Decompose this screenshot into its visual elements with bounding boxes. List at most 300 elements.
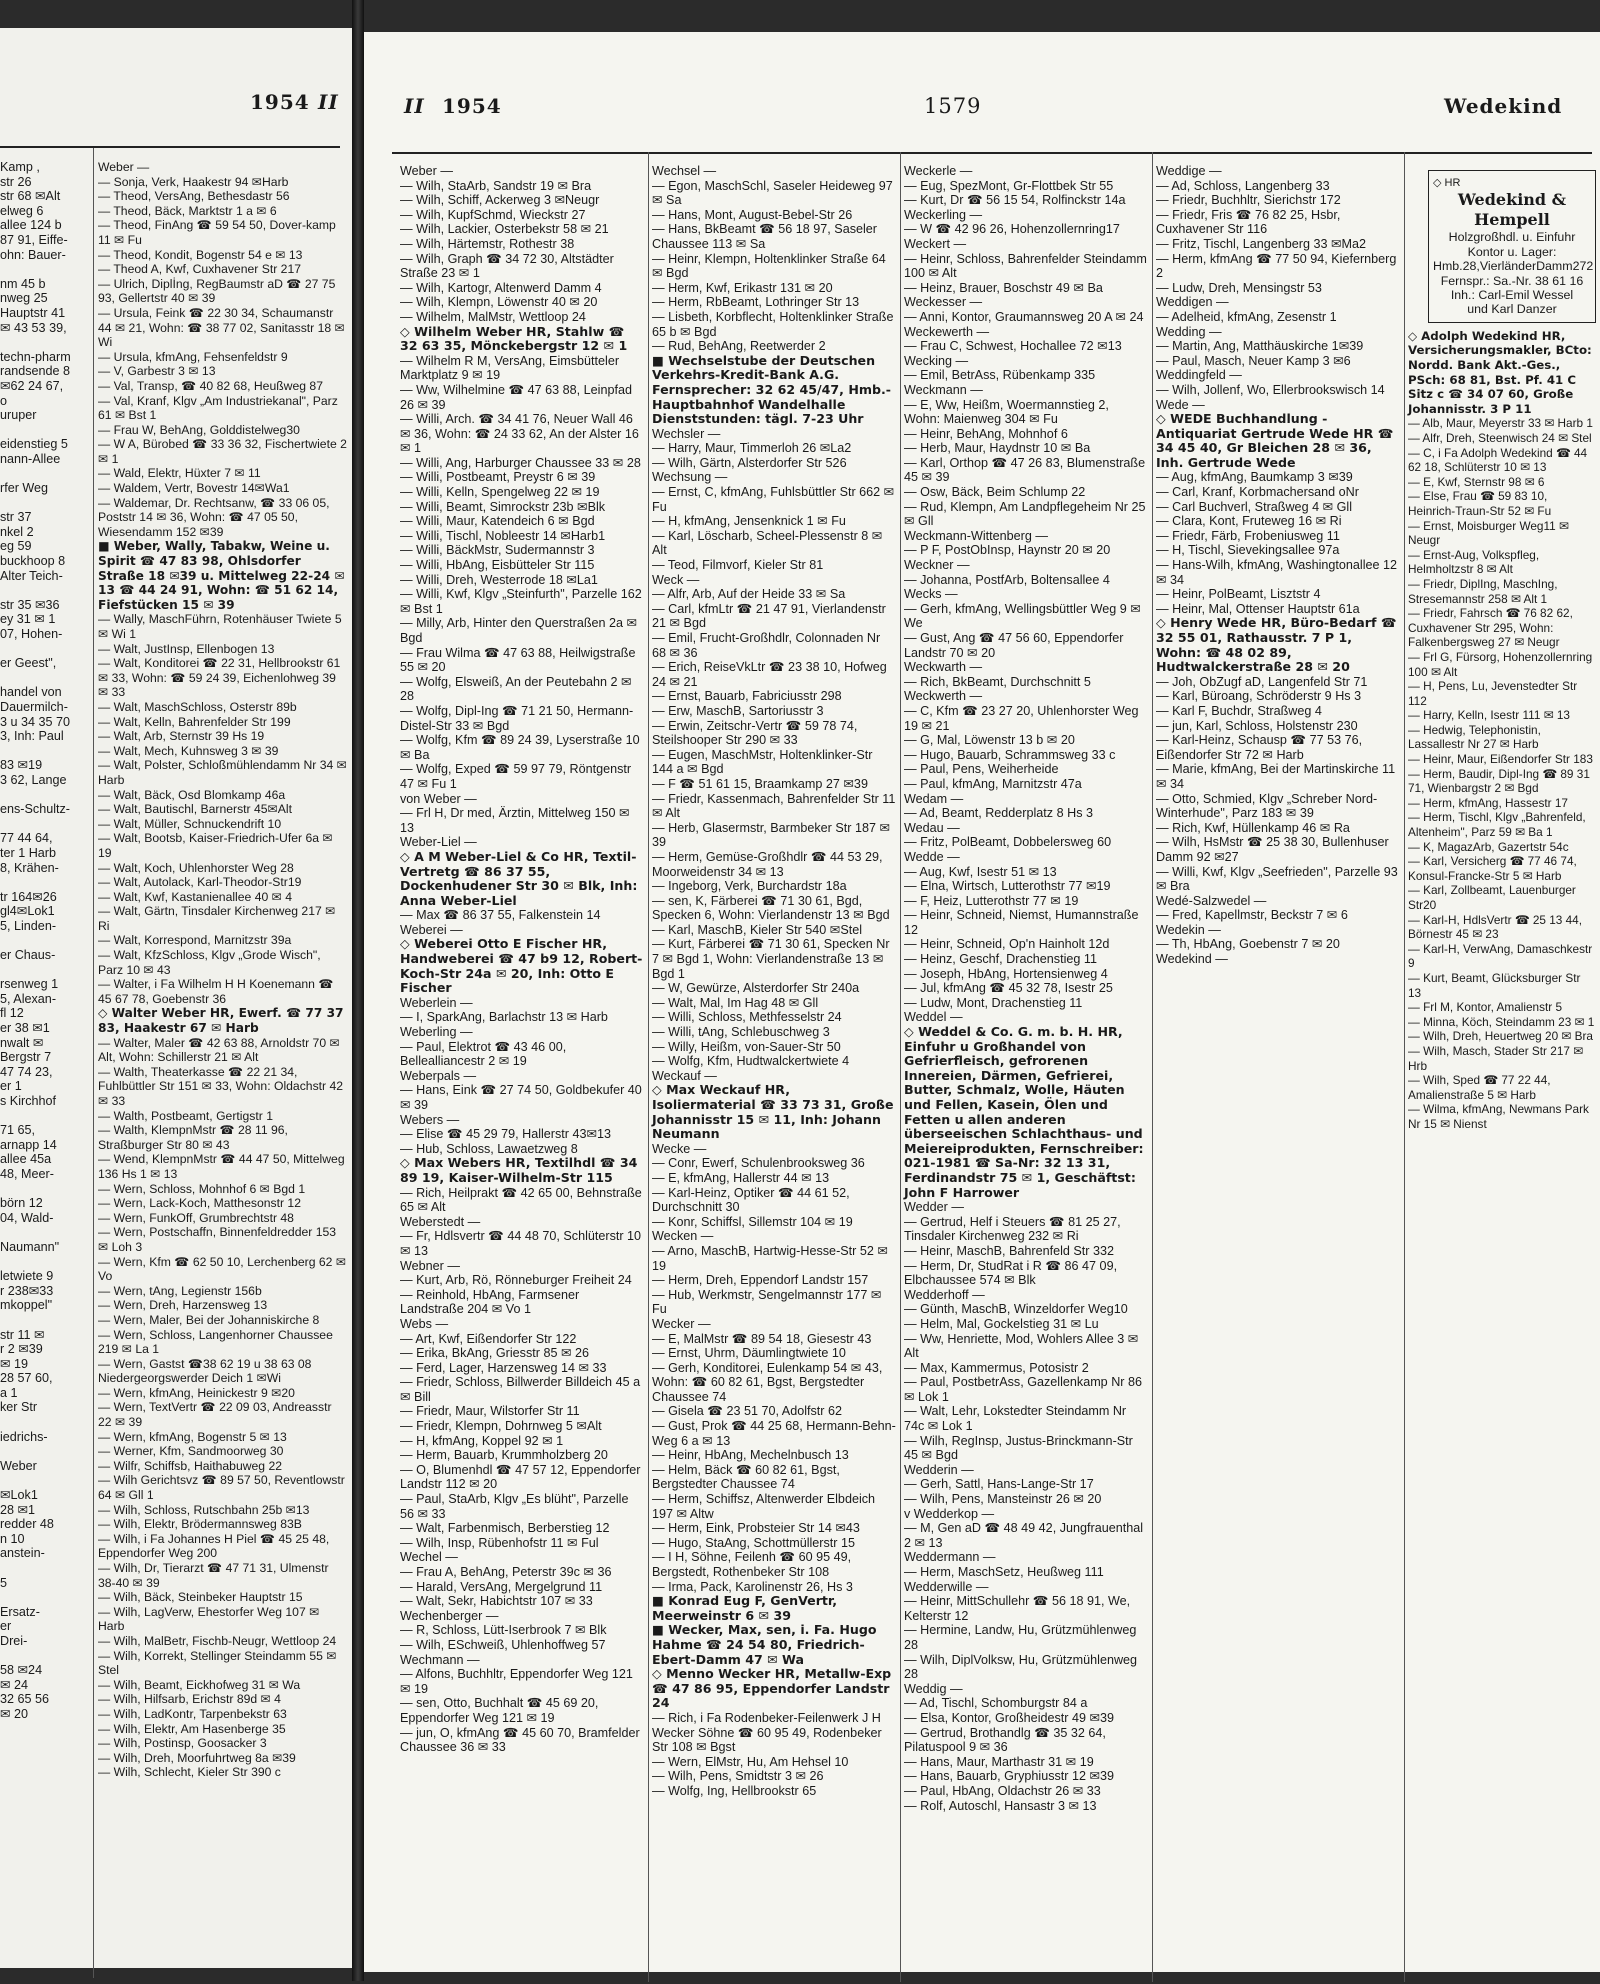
directory-entry: — K, MagazArb, Gazertstr 54c — [1408, 839, 1569, 854]
directory-entry: — Hub, Werkmstr, Sengelmannstr 177 ✉ Fu — [652, 1287, 885, 1317]
directory-entry: — Martin, Ang, Matthäuskirche 1✉39 — [1156, 339, 1364, 354]
directory-entry: — Frl G, Fürsorg, Hohenzollernring 100 ✉ Alt — [1408, 649, 1596, 679]
directory-entry: — Herm, kfmAng, Hassestr 17 — [1408, 795, 1568, 810]
directory-entry: 48, Meer- — [0, 1166, 54, 1181]
left-header-rule — [0, 146, 340, 148]
directory-entry: arnapp 14 — [0, 1137, 57, 1152]
directory-entry: er — [0, 1619, 12, 1634]
directory-entry: 28 57 60, — [0, 1371, 53, 1386]
directory-entry: gl4✉Lok1 — [0, 904, 55, 919]
directory-entry: — Heinr, BehAng, Mohnhof 6 — [904, 426, 1068, 441]
directory-entry: — Herm, Tischl, Klgv „Bahrenfeld, Altenheim", Parz 59 ✉ Ba 1 — [1408, 810, 1589, 840]
directory-entry: allee 124 b — [0, 218, 62, 233]
directory-entry: — Hermine, Landw, Hu, Grützmühlenweg 28 — [904, 1623, 1140, 1652]
directory-entry: — Herm, Eink, Probsteier Str 14 ✉43 — [652, 1521, 860, 1536]
directory-entry: — Val, Transp, ☎ 40 82 68, Heußweg 87 — [98, 378, 323, 393]
directory-entry: Weddel — — [904, 1010, 963, 1025]
directory-entry: Weckwerth — — [904, 689, 983, 704]
directory-entry: — Karl, Versicherg ☎ 77 46 74, Konsul-Francke-Str 5 ✉ Harb — [1408, 854, 1581, 883]
directory-entry: — Aug, kfmAng, Baumkamp 3 ✉39 — [1156, 470, 1353, 485]
directory-entry: — Walt, Mech, Kuhnsweg 3 ✉ 39 — [98, 743, 279, 758]
directory-entry: — Wilh, KupfSchmd, Wieckstr 27 — [400, 207, 586, 222]
directory-entry: — Herm, Gemüse-Großhdlr ☎ 44 53 29, Moorweidenstr 34 ✉ 13 — [652, 849, 887, 879]
directory-entry — [0, 1590, 90, 1605]
directory-entry: randsende 8 — [0, 364, 71, 379]
directory-entry: — Karl, Zollbeamt, Lauenburger Str20 — [1408, 883, 1580, 912]
directory-entry: — Emil, Frucht-Großhdlr, Colonnaden Nr 68 ✉ 36 — [652, 631, 884, 660]
ad-line: Holzgroßhdl. u. Einfuhr — [1448, 230, 1576, 245]
directory-entry: str 68 ✉Alt — [0, 189, 61, 204]
directory-entry — [0, 671, 90, 686]
directory-entry: ■ Wechselstube der Deutschen Verkehrs-Kredit-Bank A.G. Fernsprecher: 32 62 45/47, Hmb.-Hauptbahnhof Wandelhalle Dienststunden: tägl. 7-23 Uhr — [652, 352, 892, 427]
directory-entry — [0, 423, 90, 438]
directory-entry: — Anni, Kontor, Graumannsweg 20 A ✉ 24 — [904, 309, 1144, 324]
right-header-roman: II — [404, 94, 425, 118]
directory-entry: — Ad, Tischl, Schomburgstr 84 a — [904, 1696, 1088, 1711]
directory-entry: — Friedr, Kassenmach, Bahrenfelder Str 11 ✉ Alt — [652, 791, 899, 821]
directory-entry: — Eug, SpezMont, Gr-Flottbek Str 55 — [904, 178, 1114, 193]
directory-entry: — Willi, tAng, Schlebuschweg 3 — [652, 1025, 830, 1040]
directory-entry: handel von — [0, 685, 62, 700]
directory-entry: Dauermilch- — [0, 699, 68, 714]
directory-entry: ✉ 24 — [0, 1677, 29, 1692]
column-5 — [1156, 164, 1400, 1984]
directory-entry: Wedderhoff — — [904, 1287, 985, 1302]
column-divider — [1152, 152, 1153, 1982]
directory-entry: r 238✉33 — [0, 1283, 54, 1298]
directory-entry: — Wilh, Pens, Smidtstr 3 ✉ 26 — [652, 1769, 824, 1784]
directory-entry: — Wilhelm, MalMstr, Wettloop 24 — [400, 309, 586, 324]
directory-entry: ◇ Weddel & Co. G. m. b. H. HR, Einfuhr u Großhandel von Gefrierfleisch, gefrorenen Innereien, Därmen, Gefrierei, Butter, Schmalz, Wolle, Häuten und Fellen, Kasein, Ölen und Fetten u allen anderen überseeischen Schlachthaus- und Meiereiprodukten, Fernschreiber: 021-1981 ☎ Sa-Nr: 32 13 31, Ferdinandstr 75 ✉ 1, Geschäftst: John F Harrower — [904, 1024, 1148, 1200]
directory-entry: — Walth, Theaterkasse ☎ 22 21 34, Fuhlbüttler Str 151 ✉ 33, Wohn: Oldachstr 42 ✉ 33 — [98, 1064, 347, 1108]
directory-entry: — Paul, Elektrot ☎ 43 46 00, Bellealliancestr 2 ✉ 19 — [400, 1039, 570, 1069]
directory-entry: — Erich, ReiseVkLtr ☎ 23 38 10, Hofweg 24 ✉ 21 — [652, 660, 891, 689]
directory-entry: — H, Tischl, Sievekingsallee 97a — [1156, 543, 1340, 558]
directory-entry: — Wilh, Masch, Stader Str 217 ✉Hrb — [1408, 1043, 1584, 1073]
directory-entry: — Val, Kranf, Klgv „Am Industriekanal", Parz 61 ✉ Bst 1 — [98, 393, 342, 423]
directory-entry: — Rich, Kwf, Hüllenkamp 46 ✉ Ra — [1156, 820, 1350, 835]
directory-entry: — Wilh, Lackier, Osterbekstr 58 ✉ 21 — [400, 222, 609, 237]
directory-entry: iedrichs- — [0, 1429, 48, 1444]
directory-entry: ◇ A M Weber-Liel & Co HR, Textil-Vertretg ☎ 86 37 55, Dockenhudener Str 30 ✉ Blk, Inh: Anna Weber-Liel — [400, 848, 642, 908]
directory-entry: — Paul, Pens, Weiherheide — [904, 762, 1059, 777]
directory-entry: Hauptstr 41 — [0, 305, 66, 320]
directory-entry: — Theod, Bäck, Marktstr 1 a ✉ 6 — [98, 203, 277, 218]
directory-entry: eidenstieg 5 — [0, 437, 68, 452]
directory-entry: — Wilh, Schiff, Ackerweg 3 ✉Neugr — [400, 193, 600, 208]
directory-entry: — E, kfmAng, Hallerstr 44 ✉ 13 — [652, 1170, 830, 1185]
directory-entry: — Hugo, StaAng, Schottmüllerstr 15 — [652, 1535, 855, 1550]
directory-entry: 58 ✉24 — [0, 1663, 43, 1678]
directory-entry: — Hugo, Bauarb, Schrammsweg 33 c — [904, 747, 1116, 762]
directory-entry: — Ulrich, Diplİng, RegBaumstr aD ☎ 27 75 93, Gellertstr 40 ✉ 39 — [98, 276, 339, 306]
directory-entry: — Clara, Kont, Fruteweg 16 ✉ Ri — [1156, 514, 1342, 529]
directory-entry: — Wilh, Dreh, Moorfuhrtweg 8a ✉39 — [98, 1750, 296, 1765]
directory-entry: — Otto, Schmied, Klgv „Schreber Nord-Winterhude", Parz 183 ✉ 39 — [1156, 791, 1378, 821]
directory-entry — [0, 875, 90, 890]
directory-entry: — Paul, StaArb, Klgv „Es blüht", Parzelle 56 ✉ 33 — [400, 1492, 632, 1521]
directory-entry: — Joseph, HbAng, Hortensienweg 4 — [904, 966, 1108, 981]
directory-entry: — Heinr, Mal, Ottenser Hauptstr 61a — [1156, 601, 1360, 616]
directory-entry: — Ludw, Dreh, Mensingstr 53 — [1156, 280, 1322, 295]
column-6 — [1408, 164, 1596, 1984]
directory-entry: — M, Gen aD ☎ 48 49 42, Jungfrauenthal 2 ✉ 13 — [904, 1521, 1147, 1550]
ad-company-name: Wedekind & Hempell — [1457, 190, 1567, 230]
column-divider — [648, 152, 649, 1982]
directory-entry: v Wedderkop — — [904, 1506, 995, 1521]
directory-entry: ◇ Weberei Otto E Fischer HR, Handweberei ☎ 47 b9 12, Robert-Koch-Str 24a ✉ 20, Inh: Otto E Fischer — [400, 936, 643, 996]
directory-entry: Wedé-Salzwedel — — [1156, 893, 1267, 908]
directory-entry — [0, 1561, 90, 1576]
directory-entry: — Heinr, MittSchullehr ☎ 56 18 91, We, Kelterstr 12 — [904, 1594, 1134, 1623]
directory-entry: — Wilh, Dreh, Heuertweg 20 ✉ Bra — [1408, 1029, 1593, 1044]
directory-entry: — Ernst, Uhrm, Däumlingtwiete 10 — [652, 1346, 846, 1361]
directory-entry: Weddigen — — [1156, 295, 1229, 310]
directory-entry: — Paul, Masch, Neuer Kamp 3 ✉6 — [1156, 353, 1351, 368]
directory-entry: Kamp , — [0, 160, 40, 174]
directory-entry: — Alfr, Arb, Auf der Heide 33 ✉ Sa — [652, 587, 846, 602]
directory-entry: — Walt, Kelln, Bahrenfelder Str 199 — [98, 714, 291, 729]
directory-entry: — Ernst, Moisburger Weg11 ✉Neugr — [1408, 518, 1569, 548]
directory-entry: — Frau W, BehAng, Golddistelweg30 — [98, 422, 300, 437]
directory-entry — [0, 642, 90, 657]
directory-entry: — Fred, Kapellmstr, Beckstr 7 ✉ 6 — [1156, 908, 1348, 923]
ad-line: und Karl Danzer — [1467, 302, 1557, 317]
directory-entry: Wede — — [1156, 397, 1205, 412]
directory-entry: str 11 ✉ — [0, 1327, 45, 1342]
directory-entry: — Herb, Glasermstr, Barmbeker Str 187 ✉ 39 — [652, 820, 894, 850]
directory-entry: — Friedr, Buchhltr, Sierichstr 172 — [1156, 193, 1341, 208]
directory-entry: — Karl-H, VerwAng, Damaschkestr 9 — [1408, 941, 1596, 971]
directory-entry: Weckerling — — [904, 207, 983, 222]
directory-entry: ✉Lok1 — [0, 1488, 38, 1503]
directory-entry: — Walt, Kwf, Kastanienallee 40 ✉ 4 — [98, 889, 293, 904]
directory-entry: — Wilh, Bäck, Steinbeker Hauptstr 15 — [98, 1590, 303, 1605]
directory-entry: — Friedr, Fahrsch ☎ 76 82 62, Cuxhavener Str 295, Wohn: Falkenbergsweg 27 ✉ Neugr — [1408, 606, 1577, 650]
directory-entry: — Herm, kfmAng ☎ 77 50 94, Kiefernberg 2 — [1156, 251, 1400, 281]
directory-entry: — Hedwig, Telephonistin, Lassallestr Nr 27 ✉ Harb — [1408, 722, 1545, 752]
directory-entry: — Theod, FinAng ☎ 59 54 50, Dover-kamp 11 ✉ Fu — [98, 218, 340, 247]
directory-entry: — Rolf, Autoschl, Hansastr 3 ✉ 13 — [904, 1798, 1097, 1813]
directory-entry: — Walth, KlempnMstr ☎ 28 11 96, Straßburger Str 80 ✉ 43 — [98, 1123, 292, 1152]
directory-entry: — Ww, Henriette, Mod, Wohlers Allee 3 ✉ Alt — [904, 1331, 1142, 1361]
directory-entry — [0, 1649, 90, 1664]
directory-entry: ◇ Max Webers HR, Textilhdl ☎ 34 89 19, Kaiser-Wilhelm-Str 115 — [400, 1155, 642, 1185]
ad-line: Fernspr.: Sa.-Nr. 38 61 16 — [1440, 273, 1584, 288]
directory-entry: 87 91, Eiffe- — [0, 232, 68, 247]
directory-entry: — Osw, Bäck, Beim Schlump 22 — [904, 485, 1086, 500]
directory-entry: — Willi, Tischl, Nobleestr 14 ✉Harb1 — [400, 528, 606, 543]
directory-entry: Wedding — — [1156, 324, 1222, 339]
directory-entry: — Heinr, Schneid, Niemst, Humannstraße 12 — [904, 908, 1142, 937]
directory-entry: — Wilh, HsMstr ☎ 25 38 30, Bullenhuser Damm 92 ✉27 — [1156, 835, 1393, 864]
running-keyword: Wedekind — [1444, 94, 1563, 118]
directory-entry: — Paul, PostbetrAss, Gazellenkamp Nr 86 ✉ Lok 1 — [904, 1375, 1146, 1404]
directory-entry: — Wilh, Kartogr, Altenwerd Damm 4 — [400, 280, 602, 295]
directory-entry: ◇ WEDE Buchhandlung - Antiquariat Gertrude Wede HR ☎ 34 45 40, Gr Bleichen 28 ✉ 36, Inh. Gertrude Wede — [1156, 411, 1398, 470]
directory-entry: — Wilh, Härtemstr, Rothestr 38 — [400, 236, 575, 251]
directory-entry: — Carl Buchverl, Straßweg 4 ✉ Gll — [1156, 499, 1353, 514]
directory-entry: — R, Schloss, Lütt-Iserbrook 7 ✉ Blk — [400, 1623, 607, 1638]
directory-entry: uruper — [0, 408, 37, 423]
directory-entry: — Walt, Polster, Schloßmühlendamm Nr 34 ✉ Harb — [98, 758, 351, 787]
column-6-bottom — [1408, 329, 1596, 1132]
directory-entry: — Herm, Dr, StudRat i R ☎ 86 47 09, Elbchaussee 574 ✉ Blk — [904, 1258, 1121, 1288]
directory-entry: — Karl F, Buchdr, Straßweg 4 — [1156, 703, 1322, 718]
directory-entry: buckhoop 8 — [0, 554, 66, 569]
directory-entry — [0, 788, 90, 803]
directory-entry: — P F, PostObInsp, Haynstr 20 ✉ 20 — [904, 543, 1111, 558]
directory-entry: Weckwarth — — [904, 660, 983, 675]
directory-entry: Wecking — — [904, 353, 969, 368]
directory-entry: — Johanna, PostfArb, Boltensallee 4 — [904, 572, 1110, 587]
directory-entry: — Wern, Kfm ☎ 62 50 10, Lerchenberg 62 ✉ Vo — [98, 1254, 350, 1284]
directory-entry: — Heinr, PolBeamt, Lisztstr 4 — [1156, 587, 1321, 602]
directory-entry: — Walt, Müller, Schnuckendrift 10 — [98, 816, 282, 831]
directory-entry — [0, 1313, 90, 1328]
directory-entry: Weckerle — — [904, 164, 973, 178]
directory-entry: — Conr, Ewerf, Schulenbrooksweg 36 — [652, 1156, 865, 1171]
directory-entry: ◇ Henry Wede HR, Büro-Bedarf ☎ 32 55 01, Rathausstr. 7 P 1, Wohn: ☎ 48 02 89, Hudtwalckerstraße 28 ✉ 20 — [1156, 615, 1401, 675]
directory-entry: — E, Ww, Heißm, Woermannstieg 2, Wohn: Maienweg 304 ✉ Fu — [904, 397, 1113, 427]
directory-entry: Weckesser — — [904, 295, 983, 310]
directory-entry: — Gertrud, Brothandlg ☎ 35 32 64, Pilatuspool 9 ✉ 36 — [904, 1725, 1110, 1755]
directory-entry: Wechenberger — — [400, 1608, 499, 1623]
ad-line: Kontor u. Lager: — [1467, 244, 1557, 259]
directory-entry: — Rich, i Fa Rodenbeker-Feilenwerk J H Wecker Söhne ☎ 60 95 49, Rodenbeker Str 108 ✉ Bgst — [652, 1710, 886, 1755]
directory-entry: — Wern, Lack-Koch, Matthesonstr 12 — [98, 1196, 301, 1211]
directory-entry: Webs — — [400, 1316, 449, 1331]
directory-entry: — Wilh, Jollenf, Wo, Ellerbrookswisch 14 — [1156, 382, 1385, 397]
directory-entry: Weddige — — [1156, 164, 1222, 178]
directory-entry: — Ursula, kfmAng, Fehsenfeldstr 9 — [98, 349, 288, 364]
directory-entry: — Rud, Klempn, Am Landpflegeheim Nr 25 ✉ Gll — [904, 499, 1150, 529]
directory-entry: — Hub, Schloss, Lawaetzweg 8 — [400, 1141, 578, 1156]
directory-entry: 3 u 34 35 70 — [0, 714, 71, 729]
directory-entry: — Wilh, Dr, Tierarzt ☎ 47 71 31, Ulmenstr 38-40 ✉ 39 — [98, 1561, 332, 1590]
directory-entry: Wecken — — [652, 1229, 714, 1244]
directory-entry: — Friedr, Klempn, Dohrnweg 5 ✉Alt — [400, 1419, 602, 1434]
directory-entry: Weberpals — — [400, 1068, 477, 1083]
directory-entry: — F ☎ 51 61 15, Braamkamp 27 ✉39 — [652, 776, 868, 791]
directory-entry: — H, kfmAng, Koppel 92 ✉ 1 — [400, 1433, 564, 1448]
directory-entry: a 1 — [0, 1385, 18, 1400]
directory-entry: — Wern, tAng, Legienstr 156b — [98, 1283, 262, 1298]
ad-line: Inh.: Carl-Emil Wessel — [1450, 288, 1574, 303]
directory-entry: — Minna, Köch, Steindamm 23 ✉ 1 — [1408, 1014, 1595, 1029]
directory-entry: — Fritz, PolBeamt, Dobbelersweg 60 — [904, 835, 1112, 850]
directory-entry: Weberling — — [400, 1025, 473, 1040]
directory-entry: — Karl-Heinz, Optiker ☎ 44 61 52, Durchschnitt 30 — [652, 1185, 854, 1215]
directory-entry: — Willi, Beamt, Simrockstr 23b ✉Blk — [400, 499, 606, 514]
directory-entry: — Wilfr, Schiffsb, Haithabuweg 22 — [98, 1458, 283, 1473]
directory-entry: — Heinz, Brauer, Boschstr 49 ✉ Ba — [904, 280, 1103, 295]
directory-entry: er 1 — [0, 1079, 22, 1094]
directory-entry — [0, 496, 90, 511]
directory-entry: — Erika, BkAng, Griesstr 85 ✉ 26 — [400, 1346, 590, 1361]
directory-entry: 07, Hohen- — [0, 627, 63, 641]
directory-entry: — Theod A, Kwf, Cuxhavener Str 217 — [98, 262, 302, 277]
directory-entry: — Walt, Konditorei ☎ 22 31, Hellbrookstr 61 ✉ 33, Wohn: ☎ 59 24 39, Eichenlohweg 39 ✉ 33 — [98, 656, 344, 700]
directory-entry: — Gust, Prok ☎ 44 25 68, Hermann-Behn-Weg 6 a ✉ 13 — [652, 1419, 896, 1448]
directory-entry: rsenweg 1 — [0, 977, 59, 992]
directory-entry: er Geest", — [0, 656, 57, 671]
directory-entry: — Wilh, Elektr, Am Hasenberge 35 — [98, 1721, 286, 1736]
directory-entry: — Art, Kwf, Eißendorfer Str 122 — [400, 1331, 577, 1346]
directory-entry — [0, 817, 90, 832]
directory-entry: — Karl, Büroang, Schröderstr 9 Hs 3 — [1156, 689, 1362, 704]
directory-entry: — Walt, KfzSchloss, Klgv „Grode Wisch", Parz 10 ✉ 43 — [98, 948, 325, 977]
directory-entry: — I H, Söhne, Feilenh ☎ 60 95 49, Bergstedt, Rothenbeker Str 108 — [652, 1550, 855, 1579]
directory-entry: — Heinz, Geschf, Drachenstieg 11 — [904, 952, 1097, 967]
directory-entry: Webner — — [400, 1258, 460, 1273]
directory-entry: — Wilh, MalBetr, Fischb-Neugr, Wettloop 24 — [98, 1633, 337, 1648]
directory-entry: — Marie, kfmAng, Bei der Martinskirche 11 ✉ 34 — [1156, 762, 1399, 791]
directory-entry: — Werner, Kfm, Sandmoorweg 30 — [98, 1444, 284, 1459]
directory-entry: — Karl-Heinz, Schausp ☎ 77 53 76, Eißendorfer Str 72 ✉ Harb — [1156, 733, 1366, 762]
directory-entry: — Herm, MaschSetz, Heußweg 111 — [904, 1565, 1104, 1579]
directory-entry — [0, 1255, 90, 1270]
directory-entry: — W A, Bürobed ☎ 33 36 32, Fischertwiete 2 ✉ 1 — [98, 437, 351, 466]
directory-entry: fl 12 — [0, 1006, 24, 1021]
directory-entry: — Willi, Kwf, Klgv „Steinfurth", Parzelle 162 ✉ Bst 1 — [400, 587, 646, 616]
directory-entry: Wechel — — [400, 1550, 458, 1565]
directory-entry: — Friedr, Schloss, Billwerder Billdeich 45 a ✉ Bill — [400, 1375, 644, 1404]
directory-entry: Alter Teich- — [0, 568, 63, 583]
directory-entry: ◇ Menno Wecker HR, Metallw-Exp ☎ 47 86 95, Eppendorfer Landstr 24 — [652, 1666, 896, 1711]
left-fragment-column — [0, 160, 90, 1980]
left-header-roman: II — [318, 90, 339, 114]
directory-entry: 77 44 64, — [0, 831, 53, 846]
directory-entry: — Fr, Hdlsvertr ☎ 44 48 70, Schlüterstr 10 ✉ 13 — [400, 1229, 645, 1258]
directory-entry: — Else, Frau ☎ 59 83 10, Heinrich-Traun-Str 52 ✉ Fu — [1408, 489, 1552, 518]
directory-entry: — Hans-Wilh, kfmAng, Washingtonallee 12 ✉ 34 — [1156, 558, 1401, 587]
directory-entry: nwalt ✉ — [0, 1035, 44, 1050]
directory-entry — [0, 1444, 90, 1459]
column-divider — [1404, 152, 1405, 1982]
directory-entry: rfer Weg — [0, 481, 49, 496]
directory-entry: — Wald, Elektr, Hüxter 7 ✉ 11 — [98, 466, 261, 481]
directory-entry: Weberei — — [400, 922, 463, 937]
directory-entry: — Waldem, Vertr, Bovestr 14✉Wa1 — [98, 481, 290, 496]
left-page — [0, 28, 352, 1968]
directory-entry: — Kurt, Beamt, Glücksburger Str 13 — [1408, 970, 1584, 1000]
directory-entry: ■ Konrad Eug F, GenVertr, Meerweinstr 6 ✉ 39 — [652, 1593, 842, 1623]
directory-entry: Webers — — [400, 1112, 460, 1127]
directory-entry: — Walt, Korrespond, Marnitzstr 39a — [98, 933, 292, 948]
directory-entry: — Wilh, i Fa Johannes H Piel ☎ 45 25 48, Eppendorfer Weg 200 — [98, 1531, 333, 1561]
directory-entry: — Hans, Maur, Marthastr 31 ✉ 19 — [904, 1754, 1094, 1769]
directory-entry: 5 — [0, 1575, 8, 1590]
directory-entry: — Wilh, Schlecht, Kieler Str 390 c — [98, 1765, 281, 1780]
directory-entry: — Ursula, Feink ☎ 22 30 34, Schaumanstr 44 ✉ 21, Wohn: ☎ 38 77 02, Sanitasstr 18 ✉ Wi — [98, 305, 349, 350]
directory-entry: allee 45a — [0, 1152, 52, 1167]
directory-entry: — Wilh, Pens, Mansteinstr 26 ✉ 20 — [904, 1492, 1102, 1507]
directory-entry: — Ww, Wilhelmine ☎ 47 63 88, Leinpfad 26 ✉ 39 — [400, 382, 636, 412]
directory-entry: — Wern, FunkOff, Grumbrechtstr 48 — [98, 1210, 294, 1225]
wedekind-hempell-ad — [1428, 170, 1596, 323]
directory-entry: — F, Heiz, Lutterothstr 77 ✉ 19 — [904, 893, 1079, 908]
directory-entry: — Waldemar, Dr. Rechtsanw, ☎ 33 06 05, Poststr 14 ✉ 36, Wohn: ☎ 47 05 50, Wiesendamm 152 ✉39 — [98, 495, 333, 539]
directory-entry: — Wilh, RegInsp, Justus-Brinckmann-Str 45 ✉ Bgd — [904, 1433, 1137, 1463]
directory-entry: Weckmann — — [904, 382, 983, 397]
directory-entry: — Gerh, Sattl, Hans-Lange-Str 17 — [904, 1477, 1094, 1492]
directory-entry: — Max ☎ 86 37 55, Falkenstein 14 — [400, 908, 601, 923]
directory-entry: 47 74 23, — [0, 1064, 53, 1079]
directory-entry: — Elsa, Kontor, Großheidestr 49 ✉39 — [904, 1710, 1115, 1725]
directory-entry: — Herm, Dreh, Eppendorf Landstr 157 — [652, 1273, 869, 1288]
directory-entry: mkoppel" — [0, 1298, 53, 1313]
directory-entry: — Hans, Mont, August-Bebel-Str 26 — [652, 207, 853, 222]
directory-entry — [0, 335, 90, 350]
directory-entry: — Herm, RbBeamt, Lothringer Str 13 — [652, 295, 860, 310]
directory-entry: — Gertrud, Helf i Steuers ☎ 81 25 27, Tinsdaler Kirchenweg 232 ✉ Ri — [904, 1214, 1124, 1244]
directory-entry: ✉62 24 67, — [0, 378, 64, 393]
directory-entry: — Walt, Farbenmisch, Berberstieg 12 — [400, 1521, 610, 1536]
directory-entry: — C, i Fa Adolph Wedekind ☎ 44 62 18, Schlüterstr 10 ✉ 13 — [1408, 445, 1591, 475]
directory-entry: — Kurt, Färberei ☎ 71 30 61, Specken Nr 7 ✉ Bgd 1, Wohn: Vierlandenstraße 13 ✉ Bgd 1 — [652, 937, 894, 981]
directory-entry: Wedderwille — — [904, 1579, 989, 1594]
page-number: 1579 — [924, 94, 982, 118]
directory-entry: — W ☎ 42 96 26, Hohenzollernring17 — [904, 222, 1120, 237]
directory-entry: — G, Mal, Löwenstr 13 b ✉ 20 — [904, 733, 1075, 748]
directory-entry: — Gerh, Konditorei, Eulenkamp 54 ✉ 43, Wohn: ☎ 60 82 61, Bgst, Bergstedter Chaussee 74 — [652, 1360, 886, 1404]
directory-entry: börn 12 — [0, 1196, 43, 1211]
directory-entry: — Hans, BkBeamt ☎ 56 18 97, Saseler Chaussee 113 ✉ Sa — [652, 222, 881, 251]
directory-entry: Ersatz- — [0, 1604, 40, 1619]
directory-entry: — Wilh, Korrekt, Stellinger Steindamm 55 ✉ Stel — [98, 1648, 340, 1678]
directory-entry: — Emil, BetrAss, Rübenkamp 335 — [904, 368, 1096, 383]
directory-entry — [0, 744, 90, 759]
right-header-year: 1954 — [442, 94, 502, 118]
directory-entry: — Wern, Dreh, Harzensweg 13 — [98, 1298, 268, 1313]
directory-entry: — Walt, MaschSchloss, Osterstr 89b — [98, 699, 297, 714]
column-divider — [900, 152, 901, 1982]
directory-entry: redder 48 — [0, 1517, 54, 1532]
directory-entry: — Frl H, Dr med, Ärztin, Mittelweg 150 ✉ 13 — [400, 806, 634, 835]
directory-entry: — Hans, Bauarb, Gryphiusstr 12 ✉39 — [904, 1769, 1115, 1784]
directory-entry: — Herm, Bauarb, Krummholzberg 20 — [400, 1448, 608, 1463]
directory-entry: — Walter, i Fa Wilhelm H H Koenemann ☎ 45 67 78, Goebenstr 36 — [98, 977, 337, 1006]
directory-entry: — Wern, Gastst ☎38 62 19 u 38 63 08 Niedergeorgswerder Deich 1 ✉Wi — [98, 1356, 315, 1386]
directory-entry: von Weber — — [400, 791, 477, 806]
directory-entry: — Frau Wilma ☎ 47 63 88, Heilwigstraße 55 ✉ 20 — [400, 645, 639, 675]
directory-entry: — Adelheid, kfmAng, Zesenstr 1 — [1156, 309, 1337, 324]
directory-entry: ker Str — [0, 1400, 38, 1415]
directory-entry: — Alfons, Buchhltr, Eppendorfer Weg 121 ✉ 19 — [400, 1667, 637, 1696]
directory-entry: — Ad, Schloss, Langenberg 33 — [1156, 178, 1330, 193]
directory-entry: — Joh, ObZugf aD, Langenfeld Str 71 — [1156, 674, 1368, 689]
directory-entry: nann-Allee — [0, 451, 61, 466]
directory-entry: — jun, O, kfmAng ☎ 45 60 70, Bramfelder Chaussee 36 ✉ 33 — [400, 1725, 644, 1755]
directory-entry: Wedder — — [904, 1200, 964, 1215]
directory-entry: 04, Wald- — [0, 1210, 54, 1225]
directory-entry: — Wolfg, Kfm ☎ 89 24 39, Lyserstraße 10 ✉ Ba — [400, 733, 644, 762]
directory-entry: — Milly, Arb, Hinter den Querstraßen 2a ✉ Bgd — [400, 616, 641, 645]
directory-entry: ter 1 Harb — [0, 845, 56, 860]
directory-entry: — Walt, Autolack, Karl-Theodor-Str19 — [98, 875, 302, 890]
directory-entry: Weber — — [400, 164, 453, 178]
directory-entry: — I, SparkAng, Barlachstr 13 ✉ Harb — [400, 1010, 608, 1025]
directory-entry — [0, 262, 90, 277]
directory-entry: — sen, K, Färberei ☎ 71 30 61, Bgd, Specken 6, Wohn: Vierlandenstr 13 ✉ Bgd — [652, 893, 890, 923]
directory-entry: — Reinhold, HbAng, Farmsener Landstraße 204 ✉ Vo 1 — [400, 1287, 583, 1317]
directory-entry: — Wolfg, Elsweiß, An der Peutebahn 2 ✉ 28 — [400, 674, 636, 704]
directory-entry: — Willi, Schloss, Methfesselstr 24 — [652, 1010, 842, 1025]
directory-entry: Weber — — [98, 160, 150, 174]
directory-entry: — Walt, Arb, Sternstr 39 Hs 19 — [98, 729, 265, 744]
directory-entry: — Helm, Mal, Gockelstieg 31 ✉ Lu — [904, 1316, 1099, 1331]
